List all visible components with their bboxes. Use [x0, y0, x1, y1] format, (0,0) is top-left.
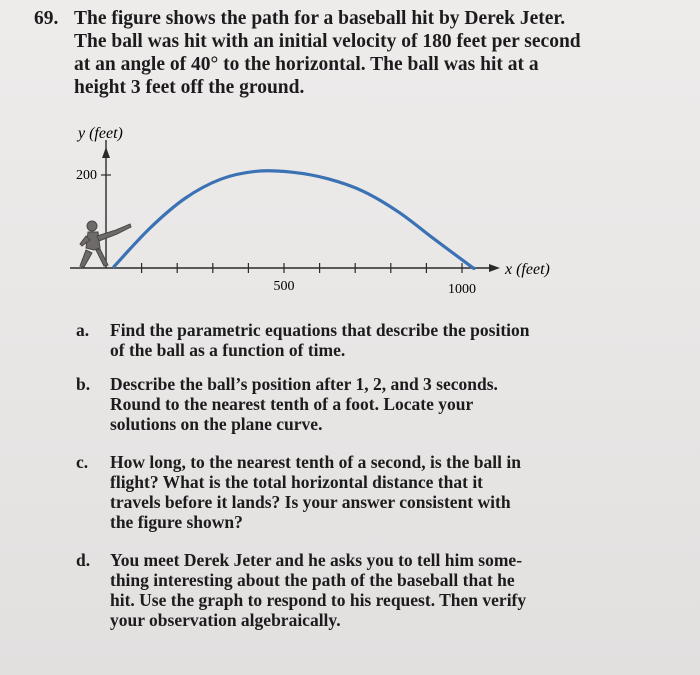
- stem-line: height 3 feet off the ground.: [74, 77, 305, 98]
- part-line: Describe the ball’s position after 1, 2, and 3 seconds.: [110, 374, 498, 394]
- x-axis-arrow: [489, 264, 500, 272]
- part-letter: a.: [76, 320, 90, 340]
- problem-number: 69.: [34, 8, 59, 29]
- part-line: How long, to the nearest tenth of a second, is the ball in: [110, 452, 521, 472]
- y-axis-label: y (feet): [78, 125, 123, 142]
- part-line: travels before it lands? Is your answer consistent with: [110, 492, 511, 512]
- trajectory-curve: [114, 171, 474, 269]
- part-line: You meet Derek Jeter and he asks you to tell him some-: [110, 550, 523, 570]
- part-line: flight? What is the total horizontal distance that it: [110, 472, 484, 492]
- x-axis-label: x (feet): [505, 261, 550, 278]
- part-line: thing interesting about the path of the baseball that he: [110, 570, 515, 590]
- axes: [70, 140, 500, 272]
- part-line: Round to the nearest tenth of a foot. Locate your: [110, 394, 474, 414]
- part-line: hit. Use the graph to respond to his request. Then verify: [110, 590, 527, 610]
- part-text: [110, 320, 594, 360]
- stem-line: The figure shows the path for a baseball hit by Derek Jeter.: [74, 8, 566, 29]
- part-text: [110, 452, 594, 532]
- part-line: the figure shown?: [110, 512, 243, 532]
- stem-line: at an angle of 40° to the horizontal. The ball was hit at a: [74, 54, 539, 75]
- part-line: solutions on the plane curve.: [110, 414, 323, 434]
- part-line: your observation algebraically.: [110, 610, 341, 630]
- stem-line: The ball was hit with an initial velocity of 180 feet per second: [74, 31, 581, 52]
- part-text: [110, 374, 594, 434]
- x-tick-label-500: 500: [273, 279, 295, 294]
- part-letter: b.: [76, 374, 91, 394]
- part-line: Find the parametric equations that describe the position: [110, 320, 530, 340]
- part-letter: d.: [76, 550, 91, 570]
- part-line: of the ball as a function of time.: [110, 340, 346, 360]
- y-axis-arrow: [102, 147, 110, 158]
- y-tick-label-200: 200: [76, 168, 97, 183]
- part-letter: c.: [76, 452, 89, 472]
- x-tick-label-1000: 1000: [448, 282, 476, 297]
- tick-labels: [76, 168, 476, 297]
- part-text: [110, 550, 594, 630]
